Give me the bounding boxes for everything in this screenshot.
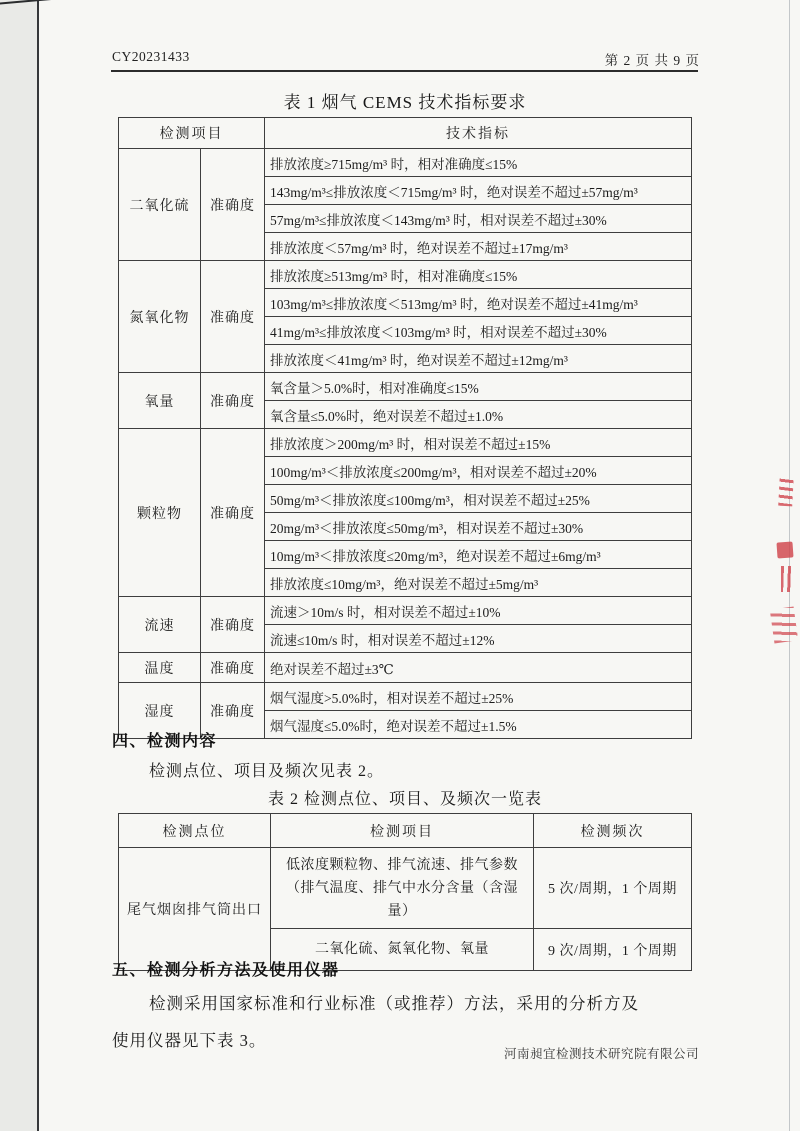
table1-item-cell: 颗粒物 xyxy=(119,429,201,597)
table1-title: 表 1 烟气 CEMS 技术指标要求 xyxy=(283,93,527,112)
table1-indicator-cell: 排放浓度≥513mg/m³ 时，相对准确度≤15% xyxy=(265,261,692,289)
table1-item-cell: 二氧化硫 xyxy=(119,149,201,261)
table1-item-cell: 温度 xyxy=(119,653,201,683)
table1-indicator-cell: 50mg/m³＜排放浓度≤100mg/m³，相对误差不超过±25% xyxy=(265,485,692,513)
table1-indicator-cell: 绝对误差不超过±3℃ xyxy=(265,653,692,683)
table1-indicator-cell: 103mg/m³≤排放浓度＜513mg/m³ 时，绝对误差不超过±41mg/m³ xyxy=(265,289,692,317)
header-rule xyxy=(111,70,698,72)
table1-header-item: 检测项目 xyxy=(119,118,265,149)
page-number-info: 第 2 页 共 9 页 xyxy=(604,53,700,68)
table1-param-cell: 准确度 xyxy=(201,653,265,683)
table1-indicator-cell: 100mg/m³＜排放浓度≤200mg/m³，相对误差不超过±20% xyxy=(265,457,692,485)
table1-row xyxy=(119,683,692,711)
table2-header-site: 检测点位 xyxy=(119,814,271,848)
table1-indicator-cell: 氧含量＞5.0%时，相对准确度≤15% xyxy=(265,373,692,401)
table2-header-items: 检测项目 xyxy=(271,814,534,848)
table1-param-cell: 准确度 xyxy=(201,373,265,429)
table1-indicator-cell: 57mg/m³≤排放浓度＜143mg/m³ 时，相对误差不超过±30% xyxy=(265,205,692,233)
red-seal-fragment xyxy=(770,470,800,655)
table1-indicator-cell: 排放浓度＞200mg/m³ 时，相对误差不超过±15% xyxy=(265,429,692,457)
table1-indicator-cell: 排放浓度＜57mg/m³ 时，绝对误差不超过±17mg/m³ xyxy=(265,233,692,261)
table1-indicator-cell: 41mg/m³≤排放浓度＜103mg/m³ 时，相对误差不超过±30% xyxy=(265,317,692,345)
table1-param-cell: 准确度 xyxy=(201,149,265,261)
table1-indicator-cell: 流速≤10m/s 时，相对误差不超过±12% xyxy=(265,625,692,653)
table1-header-indicator: 技术指标 xyxy=(265,118,692,149)
report-number: CY20231433 xyxy=(112,49,190,64)
table1-row xyxy=(119,653,692,683)
table1-row xyxy=(119,149,692,177)
seal-stroke-fragment xyxy=(778,476,794,507)
table2-site-cell: 尾气烟囱排气筒出口 xyxy=(119,848,271,971)
table2-items-cell: 二氧化硫、氮氧化物、氧量 xyxy=(271,929,534,971)
table1-row xyxy=(119,373,692,401)
seal-stroke-fragment xyxy=(776,541,793,558)
table2-items-cell: 低浓度颗粒物、排气流速、排气参数（排气温度、排气中水分含量（含湿量） xyxy=(271,848,534,929)
table1-item-cell: 湿度 xyxy=(119,683,201,739)
table1 xyxy=(118,117,692,739)
table1-indicator-cell: 排放浓度≤10mg/m³，绝对误差不超过±5mg/m³ xyxy=(265,569,692,597)
table2-freq-cell: 5 次/周期，1 个周期 xyxy=(534,848,692,929)
table2 xyxy=(118,813,692,971)
table1-indicator-cell: 10mg/m³＜排放浓度≤20mg/m³，绝对误差不超过±6mg/m³ xyxy=(265,541,692,569)
table2-freq-cell: 9 次/周期，1 个周期 xyxy=(534,929,692,971)
table1-indicator-cell: 排放浓度≥715mg/m³ 时，相对准确度≤15% xyxy=(265,149,692,177)
company-name: 河南昶宜检测技术研究院有限公司 xyxy=(503,1047,699,1061)
section5-heading: 五、检测分析方法及使用仪器 xyxy=(112,962,340,979)
table1-indicator-cell: 氧含量≤5.0%时，绝对误差不超过±1.0% xyxy=(265,401,692,429)
table1-row xyxy=(119,597,692,625)
table2-header-row xyxy=(119,814,692,848)
seal-stroke-fragment xyxy=(770,606,798,643)
table1-param-cell: 准确度 xyxy=(201,261,265,373)
table1-row xyxy=(119,429,692,457)
table2-title: 表 2 检测点位、项目、及频次一览表 xyxy=(267,791,542,808)
table1-row xyxy=(119,261,692,289)
section5-paragraph-line2: 使用仪器见下表 3。 xyxy=(112,1031,267,1050)
table2-header-freq: 检测频次 xyxy=(534,814,692,848)
table1-param-cell: 准确度 xyxy=(201,597,265,653)
table1-param-cell: 准确度 xyxy=(201,429,265,597)
section4-paragraph: 检测点位、项目及频次见表 2。 xyxy=(149,763,385,780)
scan-left-margin xyxy=(0,0,37,1131)
table2-row xyxy=(119,848,692,929)
section4-heading: 四、检测内容 xyxy=(112,733,218,750)
table1-body xyxy=(119,149,692,739)
section5-paragraph-line1: 检测采用国家标准和行业标准（或推荐）方法，采用的分析方及 xyxy=(149,994,639,1013)
table1-item-cell: 氮氧化物 xyxy=(119,261,201,373)
table1-indicator-cell: 烟气湿度≤5.0%时，绝对误差不超过±1.5% xyxy=(265,711,692,739)
table1-header-row xyxy=(119,118,692,149)
table1-param-cell: 准确度 xyxy=(201,683,265,739)
seal-stroke-fragment xyxy=(781,566,793,592)
table1-indicator-cell: 143mg/m³≤排放浓度＜715mg/m³ 时，绝对误差不超过±57mg/m³ xyxy=(265,177,692,205)
table1-indicator-cell: 排放浓度＜41mg/m³ 时，绝对误差不超过±12mg/m³ xyxy=(265,345,692,373)
table1-indicator-cell: 流速＞10m/s 时，相对误差不超过±10% xyxy=(265,597,692,625)
table1-item-cell: 流速 xyxy=(119,597,201,653)
table1-indicator-cell: 烟气湿度>5.0%时，相对误差不超过±25% xyxy=(265,683,692,711)
table1-indicator-cell: 20mg/m³＜排放浓度≤50mg/m³，相对误差不超过±30% xyxy=(265,513,692,541)
table1-item-cell: 氧量 xyxy=(119,373,201,429)
scan-page-edge-line xyxy=(37,0,39,1131)
